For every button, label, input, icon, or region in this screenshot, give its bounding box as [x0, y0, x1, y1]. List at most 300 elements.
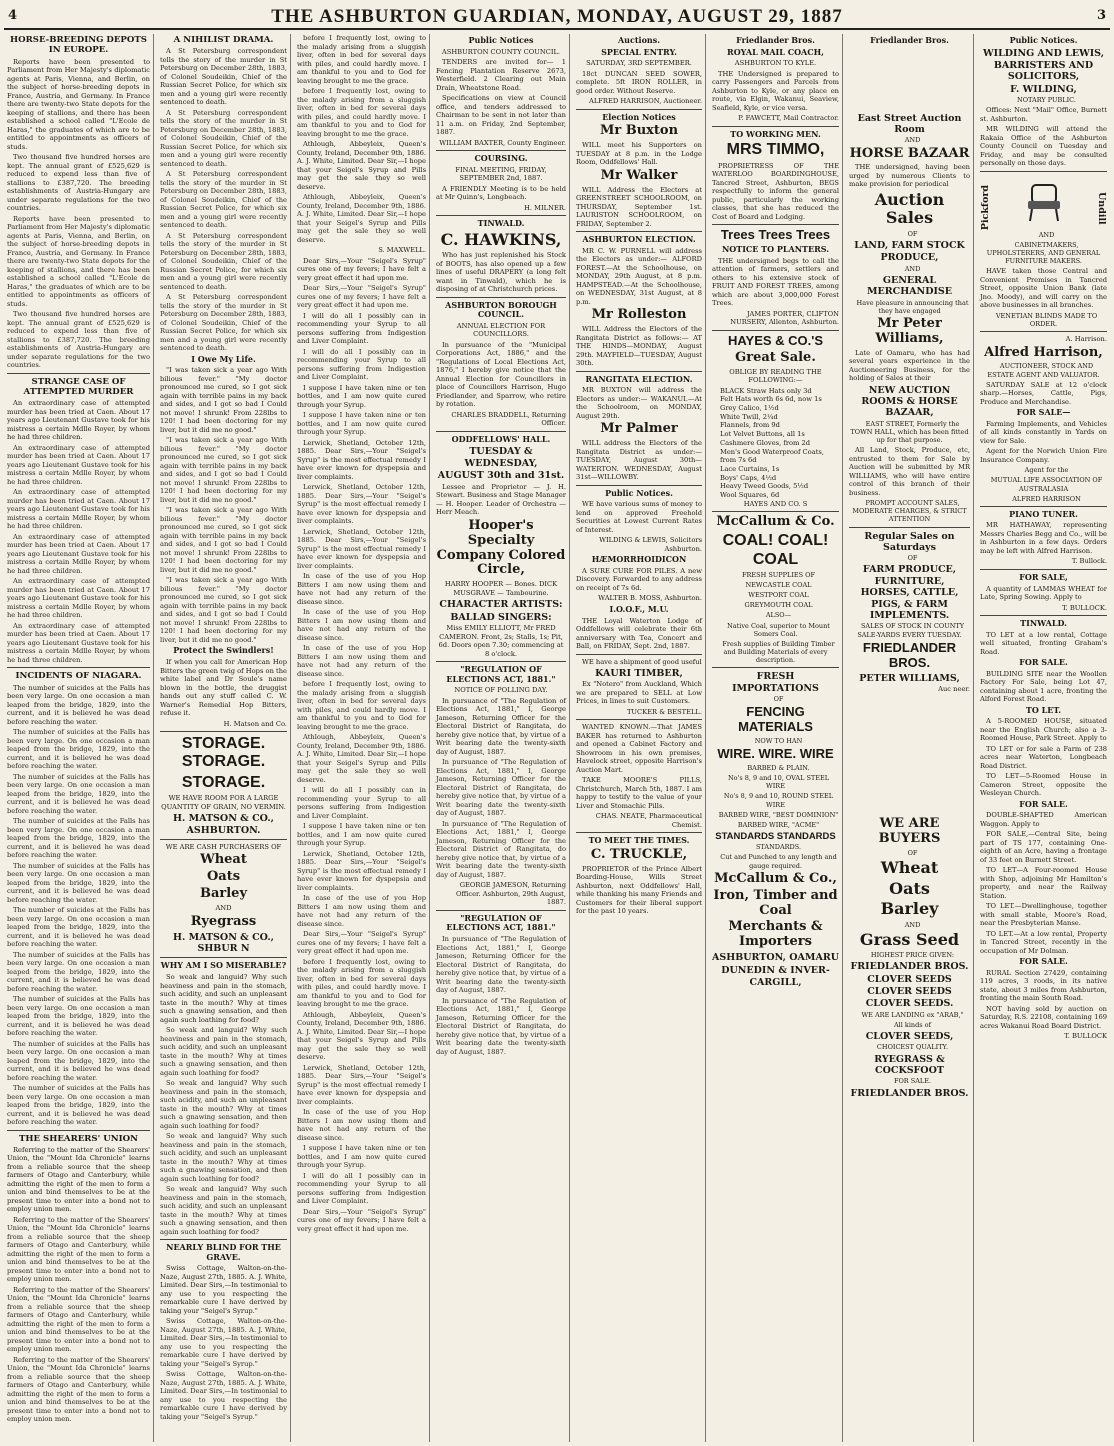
ad-headline: Undill	[1096, 191, 1107, 225]
notice-text: Ex "Notero" from Auckland, Which we are prepared to SELL at Low Prices, in lines to suit Customers.	[576, 680, 702, 706]
notice-text: 18ct DUNCAN SEED SOWER, complete. 5ft IRON ROLLER, in good order. Without Reserve.	[576, 69, 702, 95]
ad-text: Late of Oamaru, who has had several years experience in the Auctioneering Business, for the holding of Sales at their	[849, 348, 970, 383]
ad-headline: GENERAL MERCHANDISE	[866, 274, 953, 298]
list-item: Grey Calico, 1½d	[720, 403, 779, 412]
ad-headline: LAND, FARM STOCK	[854, 239, 965, 251]
ad-text: PROMPT ACCOUNT SALES, MODERATE CHARGES, & STRICT ATTENTION	[852, 499, 967, 524]
signature: WALTER B. MOSS, Ashburton.	[598, 594, 702, 603]
ad-headline: CHARACTER ARTISTS:	[439, 599, 563, 611]
article-text: A St Petersburg correspondent tells the story of the murder in St Petersburg on December 28th, 1883, of Colonel Soudeikin, Chief of the Russian Secret Police, for which six men and a young girl were recently sentenced to death.	[160, 293, 287, 353]
notice-heading: ASHBURTON BOROUGH COUNCIL.	[445, 299, 557, 320]
ad-headline: TUESDAY & WEDNESDAY,	[464, 446, 538, 469]
notice-text: TO LET.—Dwellinghouse, together with small stable, Moore's Road, near the Presbyterian Manse.	[980, 902, 1107, 928]
article-text: "I was taken sick a year ago With bilious fever." "My doctor pronounced me cured, so I got sick again with terrible pains in my back and sides, and I got so bad I Could not move! I shrunk! From 228lbs to 120! I had been doctoring for my liver, but it did me no good."	[160, 506, 287, 574]
article-text: So weak and languid? Why such heaviness and pain in the stomach, such acidity, and such an unpleasant taste in the mouth? Why at times such a gnawing sensation, and then again such loathing for food?	[160, 1185, 287, 1236]
list-item: Lot Velvet Buttons, all 1s	[720, 430, 805, 439]
article-text: So weak and languid? Why such heaviness and pain in the stomach, such acidity, and such an unpleasant taste in the mouth? Why at times such a gnawing sensation, and then again such loathing for food?	[160, 1026, 287, 1077]
article-text: I will do all I possibly can in recommending your Syrup to all persons suffering from Indigestion and Liver Complaint.	[297, 347, 426, 381]
signature: WILLIAM BAXTER, County Engineer.	[439, 138, 566, 147]
ad-headline: CLOVER SEEDS	[867, 973, 952, 985]
ad-text: FOR SALE.	[893, 1077, 932, 1086]
notice-text: BUILDING SITE near the Woollen Factory For Sale, being Lot 47, containing about 1 acre, fronting the Alford Forest Road.	[980, 669, 1107, 704]
article-text: Athlough, Abbeyleix, Queen's County, Ireland, December 9th, 1886. A. J. White, Limited. Dear Sir,—I hope that your Seigel's Syrup and Pills may get the sale they so well deserve.	[297, 1010, 426, 1061]
list-item: Lace Curtains, 1s	[720, 464, 780, 473]
ad-text: BARBED WIRE, "ACME"	[737, 820, 820, 829]
article-text: I will do all I possibly can in recommending your Syrup to all persons suffering from Indigestion and Liver Complaint.	[297, 311, 426, 345]
article-heading: NEARLY BLIND FOR THE GRAVE.	[166, 1242, 281, 1262]
notice-text: A FRIENDLY Meeting is to be held at Mr Quinn's, Longbeach.	[436, 184, 566, 202]
chair-illustration	[1022, 175, 1066, 241]
ad-headline: Ryegrass	[190, 913, 257, 929]
article-text: Referring to the matter of the Shearers' Union, the "Mount Ida Chronicle" learns from a reliable source that the sheep farmers of Otago and Canterbury, while admitting the right of the men to form a union and bind themselves to be at the present time to enter into a bond not to employ union men.	[7, 1355, 150, 1424]
ad-text: PROPRIETRESS OF THE WATERLOO BOARDINGHOUSE, Tancred Street, Ashburton, BEGS respectfully to inform the general public, particularly the working classes, that she has reduced the Cost of Board and Lodging.	[712, 161, 839, 221]
ad-headline: WIRE. WIRE. WIRE	[717, 746, 834, 762]
ad-headline: FRIEDLANDER BROS.	[850, 1087, 969, 1099]
ad-headline: MRS TIMMO,	[726, 141, 825, 159]
ad-headline: BALLAD SINGERS:	[450, 611, 552, 623]
article-text: The number of suicides at the Falls has been very large. On one occasion a man leaped from the bridge, 1829, into the current, and it is believed he was dead before reaching the water.	[7, 772, 150, 815]
article-text: Lerwick, Shetland, October 12th, 1885. Dear Sirs,—Your "Seigel's Syrup" is the most effectual remedy I have ever known for dyspepsia and liver complaints.	[297, 849, 426, 892]
article-text: "I was taken sick a year ago With bilious fever." "My doctor pronounced me cured, so I got sick again with terrible pains in my back and sides, and I got so bad I Could not move! I shrunk! From 228lbs to 120! I had been doctoring for my liver, but it did me no good."	[160, 366, 287, 434]
ad-headline: FRIEDLANDER BROS.	[862, 639, 957, 670]
article-text: The number of suicides at the Falls has been very large. On one occasion a man leaped from the bridge, 1829, into the current, and it is believed he was dead before reaching the water.	[7, 950, 150, 993]
ad-headline: Barley	[199, 886, 248, 902]
ad-text: Auc neer.	[938, 684, 970, 693]
notice-text: THE Undersigned is prepared to carry Passengers and Parcels from Ashburton to Kyle, or any place en route, via Elgin, Wakanui, Seaview, Seafield, Kyle, or vice versa.	[712, 69, 839, 112]
article-text: In case of the use of you Hop Bitters I am now using them and have not had any return of the disease since.	[297, 894, 426, 928]
article-text: In case of the use of you Hop Bitters I am now using them and have not had any return of the disease since.	[297, 608, 426, 642]
ad-text: H. MATSON & CO., SHBUR N	[173, 931, 274, 955]
ad-text: WE ARE LANDING ex "ARAB,"	[861, 1010, 964, 1019]
ad-headline: Mr Walker	[600, 167, 678, 183]
article-text: An extraordinary case of attempted murder has been tried at Caen. About 17 years ago Lieutenant Gustave took for his mistress a certain Mdlle Royer, by whom he had three children.	[7, 488, 150, 531]
ad-text: WESTPORT COAL	[748, 591, 809, 600]
column-2	[157, 34, 291, 1442]
ad-headline: STANDARDS STANDARDS	[715, 830, 836, 842]
ad-text: Miss EMILY ELLIOTT, Mr FRED CAMERON. Front, 2s; Stalls, 1s; Pit, 6d. Doors open 7.30; commencing at 8 o'clock.	[438, 624, 564, 658]
article-text: Referring to the matter of the Shearers' Union, the "Mount Ida Chronicle" learns from a reliable source that the sheep farmers of Otago and Canterbury, while admitting the right of the men to form a union and bind themselves to be at the present time to enter into a bond not to employ union men.	[7, 1215, 150, 1284]
article-text: The number of suicides at the Falls has been very large. On one occasion a man leaped from the bridge, 1829, into the current, and it is believed he was dead before reaching the water.	[7, 728, 150, 771]
notice-text: MR C. W. PURNELL will address the Electors as under:— ALFORD FOREST.—At the Schoolhouse, on MONDAY, 29th August, at 8 p.m. HAMPSTEAD.—At the Schoolhouse, on WEDNESDAY, 31st August, at 8 p.m.	[576, 246, 702, 306]
ad-text: OF	[907, 229, 918, 238]
ad-headline: HAYES & CO.'S	[727, 332, 824, 348]
article-text: Lerwick, Shetland, October 12th, 1885. Dear Sirs,—Your "Seigel's Syrup" is the most effectual remedy I have ever known for dyspepsia and liver complaints.	[297, 483, 426, 525]
ad-headline: Pickford	[980, 185, 991, 231]
notice-text: WILL meet his Supporters on TUESDAY at 8 p.m. in the Lodge Room, Oddfellows' Hall.	[576, 141, 702, 167]
ad-text: Who has just replenished his Stock of BOOTS, has also opened up a few lines of useful DRAPERY (a long felt want in Tinwald), which he is disposing of at Christchurch prices.	[436, 251, 566, 294]
ad-text: AND	[215, 904, 232, 913]
notice-text: In pursuance of "The Regulation of Elections Act, 1881," I, George Jameson, Returning Officer for the Electoral District of Rangitata, do hereby give notice that, by virtue of a Writ bearing date the twenty-sixth day of August, 1887.	[436, 819, 566, 879]
ad-text: THE undersigned, having been urged by numerous Clients to make provision for periodical	[849, 163, 970, 189]
article-text: Dear Sirs,—Your "Seigel's Syrup" cures one of my fevers; I have felt a very great effect it had upon me.	[297, 930, 426, 955]
article-text: Reports have been presented to Parliament from Her Majesty's diplomatic agents at Paris, Vienna, and Berlin, on the subject of horse-breeding depots in France, Austria, and Germany. In France there are twenty-two State depots for the keeping of stallions, and there has been established a school called "L'Ecole de Haras," the graduates of which are to be entitled to appointments as officers of studs.	[7, 214, 150, 308]
notice-heading: ODDFELLOWS' HALL.	[451, 433, 551, 444]
article-text: An extraordinary case of attempted murder has been tried at Caen. About 17 years ago Lieutenant Gustave took for his mistress a certain Mdlle Royer, by whom he had three children.	[7, 621, 150, 664]
ad-text: OF	[773, 694, 784, 703]
article-text: I suppose I have taken nine or ten bottles, and I am now quite cured through your Syrup.	[297, 822, 426, 847]
article-text: I suppose I have taken nine or ten bottles, and I am now quite cured through your Syrup.	[297, 411, 426, 436]
signature: H. MILNER.	[524, 203, 566, 212]
ad-text: NOTARY PUBLIC.	[1017, 96, 1076, 105]
notice-text: MR HATHAWAY, representing Messrs Charles Begg and Co., will be in Ashburton in a few days. Orders may be left with Alfred Harrison.	[980, 521, 1107, 555]
column-7	[846, 34, 974, 1442]
list-item: Flannels, from 9d	[720, 421, 780, 430]
article-text: In case of the use of you Hop Bitters I am now using them and have not had any return of the disease since.	[297, 572, 426, 606]
ad-headline: Mr Buxton	[599, 123, 679, 139]
notice-text: In pursuance of "The Regulation of Elections Act, 1881," I, George Jameson, Returning Officer for the Electoral District of Rangitata, do hereby give notice that, by virtue of a Writ bearing date the twenty-sixth day of August, 1887.	[436, 758, 566, 818]
ad-text: AUCTIONEER, STOCK AND ESTATE AGENT AND VALUATOR.	[987, 362, 1100, 379]
notice-text: NOT having sold by auction on Saturday, R.S. 22108, containing 169 acres Wakanui Road Board District.	[980, 1004, 1107, 1030]
ad-text: Farming Implements, and Vehicles of all kinds constantly in Yards on view for Sale.	[980, 419, 1107, 445]
ad-headline: PETER WILLIAMS,	[859, 672, 960, 684]
column-3	[294, 34, 430, 1442]
ad-headline: ASHBURTON, OAMARU	[712, 952, 839, 964]
section-header: Friedlander Bros.	[736, 35, 815, 45]
notice-text: ANNUAL ELECTION FOR COUNCILLORS.	[456, 321, 546, 339]
ad-text: WE HAVE ROOM FOR A LARGE QUANTITY OF GRAIN, NO VERMIN.	[161, 794, 286, 811]
ad-headline: Great Sale.	[735, 349, 816, 365]
notice-heading: FOR SALE—	[1016, 407, 1071, 418]
ad-headline: Iron, Timber and Coal	[713, 887, 838, 918]
ad-headline: BARRISTERS AND SOLICITORS,	[993, 59, 1094, 83]
article-text: The number of suicides at the Falls has been very large. On one occasion a man leaped from the bridge, 1829, into the current, and it is believed he was dead before reaching the water.	[7, 683, 150, 726]
page-number-right: 3	[1096, 8, 1106, 23]
article-text: I suppose I have taken nine or ten bottles, and I am now quite cured through your Syrup.	[297, 1144, 426, 1169]
ad-text: Cut and Punched to any length and gauge required.	[720, 853, 837, 870]
article-text: I suppose I have taken nine or ten bottles, and I am now quite cured through your Syrup.	[297, 383, 426, 409]
list-item: Wool Squares, 6d	[720, 491, 780, 500]
ad-text: HAVE taken those Central and Convenient Premises in Tancred Street, opposite Union Bank (late Jno. Moody), and will carry on the above businesses in all branches.	[980, 267, 1107, 310]
article-text: So weak and languid? Why such heaviness and pain in the stomach, such acidity, and such an unpleasant taste in the mouth? Why at times such a gnawing sensation, and then again such loathing for food?	[160, 1079, 287, 1130]
article-heading: Protect the Swindlers!	[173, 645, 274, 656]
notice-text: TO LET at a low rental, Cottage well situated, fronting Graham's Road.	[980, 630, 1107, 656]
article-text: before I frequently lost, owing to the malady arising from a sluggish liver, often in bed for several days with piles, and could hardly move. I am thankful to you and to God for leaving brought to me the grace.	[297, 34, 426, 85]
notice-text: WILL address the Electors of the Rangitata District as under:— TUESDAY, August 30th—WATERTON. WEDNESDAY, August 31st—WILLOWBY.	[576, 439, 702, 482]
notice-heading: ROYAL MAIL COACH,	[727, 46, 824, 57]
notice-text: ASHBURTON TO KYLE.	[734, 59, 817, 68]
notice-heading: FOR SALE.	[1019, 657, 1068, 668]
notice-text: WE have various sums of money to lend on approved Freehold Securities at Lowest Current Rates of Interest.	[576, 500, 702, 534]
article-heading: STRANGE CASE OF ATTEMPTED MURDER	[23, 376, 134, 397]
notice-text: A quantity of LAMMAS WHEAT for Late, Spring Sowing. Apply to	[980, 584, 1107, 601]
notice-heading: I.O.O.F., M.U.	[609, 603, 669, 614]
ad-text: HIGHEST PRICE GIVEN:	[870, 951, 955, 960]
signature: S. MAXWELL.	[378, 246, 426, 254]
article-text: Reports have been presented to Parliament from Her Majesty's diplomatic agents at Paris, Vienna, and Berlin, on the subject of horse-breeding depots in France, Austria, and Germany. In France there are twenty-two State depots for the keeping of stallions, and there has been established a school called "L'Ecole de Haras," the graduates of which are to be entitled to appointments as officers of studs.	[7, 57, 150, 151]
article-text: An extraordinary case of attempted murder has been tried at Caen. About 17 years ago Lieutenant Gustave took for his mistress a certain Mdlle Royer, by whom he had three children.	[7, 532, 150, 575]
notice-text: WILL Address the Electors at GREENSTREET SCHOOLROOM, on THURSDAY, September 1st. LAURISTON SCHOOLROOM, on FRIDAY, September 2.	[576, 185, 702, 228]
article-text: Lerwick, Shetland, October 12th, 1885. Dear Sirs,—Your "Seigel's Syrup" is the most effectual remedy I have ever known for dyspepsia and liver complaints.	[297, 1063, 426, 1106]
ad-text: SALES OF STOCK IN COUNTY SALE-YARDS EVERY TUESDAY.	[857, 622, 965, 639]
ad-headline: Grass Seed	[859, 929, 960, 949]
ad-headline: Wheat	[880, 858, 939, 878]
article-text: before I frequently lost, owing to the malady arising from a sluggish liver, often in bed for several days with piles, and could hardly move. I am thankful to you and to God for leaving brought to me the grace.	[297, 87, 426, 138]
notice-heading: HÆMORRHOIDICON	[591, 554, 687, 565]
ad-headline: Oats	[889, 878, 930, 898]
article-text: before I frequently lost, owing to the malady arising from a sluggish liver, often in bed for several days with piles, and could hardly move. I am thankful to you and to God for leaving brought to me the grace.	[297, 957, 426, 1008]
ad-text: Offices: Next "Mail" Office, Burnett st. Ashburton.	[980, 106, 1107, 123]
ad-headline: FARM PRODUCE, FURNITURE, HORSES, CATTLE, PIGS, & FARM IMPLEMENTS.	[860, 564, 959, 622]
ad-text: OBLIGE BY READING THE FOLLOWING:—	[729, 367, 822, 385]
column-5	[573, 34, 706, 1442]
signature: HAYES AND CO. S	[743, 499, 808, 508]
ad-headline: PRODUCE,	[880, 252, 939, 264]
list-item: Felt Hats worth 6s 6d, now 1s	[720, 395, 822, 404]
notice-text: WE have a shipment of good useful	[582, 657, 702, 666]
notice-text: WILL Address the Electors of the Rangitata District as follows:— AT THE HINDS—MONDAY, August 29th. MAYFIELD—TUESDAY, August 30th.	[576, 325, 702, 368]
signature: TUCKER & BESTELL.	[626, 707, 702, 716]
chair-icon	[1022, 179, 1066, 223]
ad-headline: Oats	[206, 869, 241, 885]
ad-text: CHOICEST QUALITY.	[876, 1043, 949, 1052]
notice-heading: NOTICE TO PLANTERS.	[721, 244, 830, 255]
ad-headline: DUNEDIN & INVER-	[721, 964, 830, 976]
article-text: Athlough, Abbeyleix, Queen's County, Ireland, December 9th, 1886. A. J. White, Limited. Dear Sir,—I hope that your Seigel's Syrup and Pills may get the sale they so well deserve.	[297, 733, 426, 784]
notice-heading: ASHBURTON ELECTION.	[582, 234, 696, 245]
ad-headline: NEW AUCTION ROOMS & HORSE BAZAAR,	[861, 384, 958, 419]
ad-headline: COAL! COAL! COAL	[722, 532, 829, 568]
notice-text: TAKE MOORE'S PILLS, Christchurch, March 5th, 1887. I am happy to testify to the value of your Liver and Stomachic Pills.	[576, 776, 702, 810]
notice-text: SATURDAY, 3RD SEPTEMBER.	[586, 59, 692, 68]
notice-text: In pursuance of "The Regulation of Elections Act, 1881," I, George Jameson, Returning Officer for the Electoral District of Rangitata, do hereby give notice that, by virtue of a Writ bearing date the twenty-sixth day of August, 1887.	[436, 935, 566, 995]
notice-text: RURAL Section 27429, containing 119 acres, 3 roods, in its native state, about 3 miles from Ashburton, fronting the main South Road.	[980, 968, 1107, 1003]
ad-text: OF	[907, 849, 918, 858]
signature: T. BULLOCK.	[1062, 603, 1107, 612]
section-header: Public Notices.	[1009, 35, 1078, 45]
ad-text: BARBED WIRE, "BEST DOMINION"	[718, 810, 839, 819]
article-heading: INCIDENTS OF NIAGARA.	[15, 671, 142, 682]
ad-text: ALSO—	[765, 611, 792, 620]
notice-text: A 5-ROOMED HOUSE, situated near the English Church; also a 3-Roomed House, Park Street. Apply to	[980, 717, 1107, 743]
notice-heading: TINWALD.	[477, 218, 525, 229]
ad-headline: Hooper's Specialty Company Colored Circle,	[436, 517, 566, 578]
ad-text: AND	[904, 136, 921, 145]
notice-text: DOUBLE-SHAFTED American Waggon. Apply to	[980, 811, 1107, 828]
article-text: In case of the use of you Hop Bitters I am now using them and have not had any return of the disease since.	[297, 644, 426, 678]
masthead	[4, 4, 1110, 30]
article-text: Two thousand five hundred horses are kept. The annual grant of £525,629 is reduced to expend less than five of stallions to £387,720. The breeding establishments of Austria-Hungary are under separate regulations for the two countries.	[7, 153, 150, 213]
article-text: An extraordinary case of attempted murder has been tried at Caen. About 17 years ago Lieutenant Gustave took for his mistress a certain Mdlle Royer, by whom he had three children.	[7, 577, 150, 620]
notice-text: FOR SALE,—Central Site, being part of TS 177, containing One-eighth of an Acre, having a frontage of 33 feet on Burnett Street.	[980, 830, 1107, 864]
ad-text: SATURDAY SALE at 12 o'clock sharp.—Horses, Cattle, Pigs, Produce and Merchandise.	[980, 380, 1107, 406]
notice-text: MR BUXTON will address the Electors as under:— WAKANUI.—At the Schoolroom, on MONDAY, August 29th.	[576, 386, 702, 420]
signature: P. FAWCETT, Mail Contractor.	[738, 114, 839, 123]
ad-headline: Alfred Harrison,	[984, 344, 1103, 360]
notice-text: NOTICE OF POLLING DAY.	[454, 686, 548, 695]
notice-text: Specifications on view at Council office, and tenders addressed to Chairman to be sent in not later than 11 a.m. on Friday, 2nd September, 1887.	[436, 94, 566, 137]
ad-headline: WE ARE BUYERS	[878, 816, 941, 847]
article-heading: I Owe My Life.	[191, 353, 256, 364]
notice-heading: FOR SALE.	[1019, 956, 1068, 967]
article-heading: HORSE-BREEDING DEPOTS IN EUROPE.	[10, 35, 147, 56]
notice-heading: TO MEET THE TIMES.	[588, 835, 690, 846]
notice-text: TO LET—A Four-roomed House with Shop, adjoining Mr Hamilton's property, and near the Railway Station.	[980, 866, 1107, 900]
notice-title: ASHBURTON COUNTY COUNCIL.	[441, 47, 561, 56]
ad-headline: F. WILDING,	[1010, 83, 1077, 95]
notice-text: TO LET.—At a low rental, Property in Tancred Street, recently in the occupation of Mr Dolman.	[980, 929, 1107, 955]
notice-text: PROPRIETOR of the Prince Albert Boarding-House, Wills Street Ashburton, next Oddfellows' Hall, while thanking his many Friends and Customers for their liberal support for the past 10 years.	[576, 864, 702, 916]
ad-headline: CLOVER SEEDS.	[865, 998, 954, 1010]
page-number-left: 4	[8, 8, 18, 23]
section-header: Public Notices	[468, 35, 534, 45]
article-text: I will do all I possibly can in recommending your Syrup to all persons suffering from Indigestion and Liver Complaint.	[297, 786, 426, 820]
ad-headline: McCallum & Co.,	[714, 870, 837, 886]
ad-text: BARBED & PLAIN.	[747, 764, 810, 773]
list-item: Men's Good Waterproof Coats, from 7s 6d	[720, 447, 824, 465]
ad-text: Have pleasure in announcing that they have engaged	[856, 298, 969, 315]
section-header: Friedlander Bros.	[870, 35, 949, 45]
ad-text: VENETIAN BLINDS MADE TO ORDER.	[995, 311, 1098, 328]
section-header: Auctions.	[617, 35, 661, 45]
ad-headline: AUGUST 30th and 31st.	[437, 470, 565, 482]
ad-headline: C. HAWKINS,	[440, 229, 562, 249]
notice-text: TO LET—5-Roomed House in Cameron Street, opposite the Wesleyan Church.	[980, 772, 1107, 798]
article-text: Lerwick, Shetland, October 12th, 1885. Dear Sirs,—Your "Seigel's Syrup" is the most effectual remedy I have ever known for dyspepsia and liver complaints.	[297, 438, 426, 481]
article-text: Athlough, Abbeyleix, Queen's County, Ireland, December 9th, 1886. A. J. White, Limited. Dear Sir,—I hope that your Seigel's Syrup and Pills may get the sale they so well deserve.	[297, 193, 426, 244]
ad-text: MR WILDING will attend the Rakaia Office of the Ashburton County Council on Tuesday and Friday, and may be consulted personally on those days.	[980, 125, 1107, 168]
ad-text: Agent for the Norwich Union Fire Insurance Company.	[980, 447, 1107, 464]
article-text: So weak and languid? Why such heaviness and pain in the stomach, such acidity, and such an unpleasant taste in the mouth? Why at times such a gnawing sensation, and then again such loathing for food?	[160, 973, 287, 1024]
notice-heading: RANGITATA ELECTION.	[585, 373, 693, 384]
article-text: before I frequently lost, owing to the malady arising from a sluggish liver, often in bed for several days with piles, and could hardly move. I am thankful to you and to God for leaving brought to me the grace.	[297, 680, 426, 731]
article-text: Swiss Cottage, Walton-on-the-Naze, August 27th, 1885. A. J. White, Limited. Dear Sirs,—In testimonial to any use to you respecting the remarkable cure I have derived by taking your "Seigel's Syrup."	[160, 1370, 287, 1421]
signature: JAMES PORTER, CLIFTON NURSERY, Allenton, Ashburton.	[730, 309, 839, 327]
article-text: Referring to the matter of the Shearers' Union, the "Mount Ida Chronicle" learns from a reliable source that the sheep farmers of Otago and Canterbury, while admitting the right of the men to form a union and bind themselves to be at the present time to enter into a bond not to employ union men.	[7, 1145, 150, 1214]
list-item: Cashmere Gloves, from 2d	[720, 438, 811, 447]
article-text: Two thousand five hundred horses are kept. The annual grant of £525,629 is reduced to expend less than five of stallions to £387,720. The breeding establishments of Austria-Hungary are under separate regulations for the two countries.	[7, 310, 150, 370]
article-text: So weak and languid? Why such heaviness and pain in the stomach, such acidity, and such an unpleasant taste in the mouth? Why at times such a gnawing sensation, and then again such loathing for food?	[160, 1132, 287, 1183]
newspaper-title: THE ASHBURTON GUARDIAN, MONDAY, AUGUST 29, 1887	[271, 6, 843, 27]
ad-headline: FENCING MATERIALS	[738, 704, 813, 735]
ad-text: Lessee and Proprietor — J. H. Stewart. Business and Stage Manager — H. Hooper. Leader of Orchestra — Herr Meach.	[436, 482, 567, 517]
column-8	[977, 34, 1110, 1442]
article-text: If when you call for American Hop Bitters the green twig of Hops on the white label and Dr Soule's name blown in the bottle, the druggist hands out any stuff called C. W. Warner's Remedial Hop Bitters, refuse it.	[160, 658, 287, 717]
ad-text: MUTUAL LIFE ASSOCIATION OF AUSTRALASIA	[990, 476, 1103, 493]
ad-headline: Regular Sales on Saturdays	[864, 530, 955, 553]
ad-text: EAST STREET, Formerly the TOWN HALL, which has been fitted up for that purpose.	[850, 419, 969, 445]
ad-headline: CLOVER SEEDS	[867, 986, 952, 998]
list-item: BLACK Straw Hats only 3d	[720, 386, 812, 395]
article-text: Athlough, Abbeyleix, Queen's County, Ireland, December 9th, 1886. A. J. White, Limited. Dear Sir,—I hope that your Seigel's Syrup and Pills may get the sale they so well deserve.	[297, 140, 426, 191]
ad-text: All kinds of	[893, 1020, 931, 1029]
ad-text: H. MATSON & CO., ASHBURTON.	[173, 813, 274, 836]
notice-heading: "REGULATION OF ELECTIONS ACT, 1881."	[446, 912, 556, 933]
ad-headline: CLOVER SEEDS,	[865, 1031, 954, 1043]
signature: CHAS. NEATE, Pharmaceutical Chemist.	[595, 812, 702, 829]
list-item: White Twill, 2¼d	[720, 412, 778, 421]
article-heading: THE SHEARERS' UNION	[19, 1133, 138, 1144]
article-text: Dear Sirs,—Your "Seigel's Syrup" cures one of my fevers; I have felt a very great effect it had upon me.	[297, 284, 426, 309]
section-header: Public Notices.	[605, 487, 673, 498]
ad-headline: McCallum & Co.	[716, 514, 835, 530]
article-text: Swiss Cottage, Walton-on-the-Naze, August 27th, 1885. A. J. White, Limited. Dear Sirs,—In testimonial to any use to you respecting the remarkable cure I have derived by taking your "Seigel's Syrup."	[160, 1317, 287, 1368]
article-text: "I was taken sick a year ago With bilious fever." "My doctor pronounced me cured, so I got sick again with terrible pains in my back and sides, and I got so bad I Could not move! I shrunk! From 228lbs to 120! I had been doctoring for my liver, but it did me no good."	[160, 576, 287, 644]
ad-text: NEWCASTLE COAL	[745, 581, 812, 590]
notice-heading: TO WORKING MEN.	[730, 128, 821, 139]
ad-text: OF	[907, 554, 918, 563]
ad-headline: Trees Trees Trees	[720, 227, 831, 243]
ad-headline: Barley	[880, 899, 939, 919]
ad-headline: Merchants & Importers	[728, 919, 823, 950]
notice-heading: FOR SALE,	[1019, 571, 1068, 582]
article-text: The number of suicides at the Falls has been very large. On one occasion a man leaped from the bridge, 1829, into the current, and it is believed he was dead before reaching the water.	[7, 1039, 150, 1082]
ad-text: STANDARDS.	[755, 843, 802, 852]
sale-list	[712, 387, 839, 500]
ad-text: FRESH SUPPLIES OF	[741, 570, 815, 579]
notice-text: A SURE CURE FOR PILES. A new Discovery. Forwarded to any address on receipt of 7s 6d.	[576, 566, 702, 592]
ad-text: HARRY HOOPER — Bones. DICK MUSGRAVE — Tambourine.	[444, 580, 558, 597]
ad-headline: FRIEDLANDER BROS.	[850, 961, 969, 973]
notice-text: THE Loyal Waterton Lodge of Oddfellows will celebrate their 6th anniversary with Tea, Concert and Ball, on FRIDAY, Sept. 2nd, 1887.	[576, 616, 702, 650]
ad-text: No's 8, 9 and 10, ROUND STEEL WIRE	[723, 792, 834, 809]
article-text: An extraordinary case of attempted murder has been tried at Caen. About 17 years ago Lieutenant Gustave took for his mistress a certain Mdlle Royer, by whom he had three children.	[7, 399, 150, 442]
notice-heading: SPECIAL ENTRY.	[601, 46, 677, 57]
signature: H. Matson and Co.	[223, 719, 287, 728]
article-text: Referring to the matter of the Shearers' Union, the "Mount Ida Chronicle" learns from a reliable source that the sheep farmers of Otago and Canterbury, while admitting the right of the men to form a union and bind themselves to be at the present time to enter into a bond not to employ union men.	[7, 1285, 150, 1354]
column-6	[709, 34, 843, 1442]
ad-headline: HORSE BAZAAR	[849, 145, 970, 161]
notice-text: TENDERS are invited for— 1 Fencing Plantation Reserve 2673, Westerfield. 2 Clearing out Main Drain, Wheatstone Road.	[436, 58, 566, 92]
article-text: The number of suicides at the Falls has been very large. On one occasion a man leaped from the bridge, 1829, into the current, and it is believed he was dead before reaching the water.	[7, 1084, 150, 1127]
ad-headline: FRESH IMPORTATIONS	[732, 671, 819, 694]
notice-text: WANTED KNOWN.—That JAMES BAKER has returned to Ashburton and opened a Cabinet Factory and Showroom in his own premises, Havelock street, opposite Harrison's Auction Mart.	[576, 723, 702, 774]
section-header: Election Notices	[602, 111, 676, 122]
notice-text: In pursuance of "The Regulation of Elections Act, 1881," I, George Jameson, Returning Officer for the Electoral District of Rangitata, do hereby give notice that, by virtue of a Writ bearing date the twenty-sixth day of August, 1887.	[436, 696, 566, 756]
ad-headline: East Street Auction Room	[857, 112, 962, 135]
notice-heading: FOR SALE.	[1019, 798, 1068, 809]
ad-headline: STORAGE. STORAGE.	[181, 735, 266, 771]
ad-text: No's 8, 9 and 10, OVAL STEEL WIRE	[727, 774, 830, 791]
article-text: Dear Sirs,—Your "Seigel's Syrup" cures one of my fevers; I have felt a very great effect it had upon me.	[297, 1207, 426, 1233]
ad-text: Agent for the	[1024, 466, 1069, 475]
ad-headline: KAURI TIMBER,	[595, 668, 683, 679]
article-text: The number of suicides at the Falls has been very large. On one occasion a man leaped from the bridge, 1829, into the current, and it is believed he was dead before reaching the water.	[7, 906, 150, 949]
article-text: Swiss Cottage, Walton-on-the-Naze, August 27th, 1885. A. J. White, Limited. Dear Sirs,—In testimonial to any use to you respecting the remarkable cure I have derived by taking your "Seigel's Syrup."	[160, 1264, 287, 1315]
article-text: A St Petersburg correspondent tells the story of the murder in St Petersburg on December 28th, 1883, of Colonel Soudeikin, Chief of the Russian Secret Police, for which six men and a young girl were recently sentenced to death.	[160, 231, 287, 291]
notice-text: In pursuance of the "Municipal Corporations Act, 1886," and the "Regulations of Local Elections Act, 1876," I hereby give notice that the Annual Election for Councillors in place of Councillors Harrison, Hugo Friedlander, and Sparrow, who retire by rotation.	[436, 340, 566, 409]
article-heading: A NIHILIST DRAMA.	[173, 35, 274, 45]
signature: A. Harrison.	[1065, 335, 1107, 344]
notice-heading: PIANO TUNER.	[1009, 508, 1078, 519]
article-heading: WHY AM I SO MISERABLE?	[160, 960, 287, 971]
signature: WILDING & LEWIS, Solicitors Ashburton.	[599, 536, 702, 553]
ad-headline: C. TRUCKLE,	[590, 846, 688, 862]
ad-headline: Mr Palmer	[600, 421, 678, 437]
ad-headline: Wheat	[200, 852, 247, 868]
ad-text: CABINETMAKERS, UPHOLSTERERS, AND GENERAL FURNITURE MAKERS.	[986, 240, 1101, 266]
signature: ALFRED HARRISON, Auctioneer.	[589, 97, 702, 106]
ad-text: Fresh supplies of Building Timber and Building Materials of every description.	[722, 639, 835, 665]
ad-headline: STORAGE.	[181, 773, 266, 791]
article-text: "I was taken sick a year ago With bilious fever." "My doctor pronounced me cured, so I got sick again with terrible pains in my back and sides, and I got so bad I Could not move! I shrunk! From 228lbs to 120! I had been doctoring for my liver, but it did me no good."	[160, 436, 287, 504]
notice-text: In pursuance of "The Regulation of Elections Act, 1881," I, George Jameson, Returning Officer for the Electoral District of Rangitata, do hereby give notice that, by virtue of a Writ bearing date the twenty-sixth day of August, 1887.	[436, 996, 566, 1056]
article-text: In case of the use of you Hop Bitters I am now using them and have not had any return of the disease since.	[297, 1108, 426, 1142]
ad-text: GREYMOUTH COAL	[744, 601, 813, 610]
ad-headline: RYEGRASS & COCKSFOOT	[874, 1053, 945, 1076]
ad-headline: WILDING AND LEWIS,	[982, 47, 1105, 59]
signature: T. BULLOCK	[1064, 1032, 1107, 1041]
ad-headline: Mr Rolleston	[591, 307, 687, 323]
ad-text: WE ARE CASH PURCHASERS OF	[165, 842, 282, 851]
signature: GEORGE JAMESON, Returning Officer. Ashburton, 29th August, 1887.	[455, 881, 566, 907]
ad-headline: Mr Peter Williams,	[875, 315, 944, 346]
article-text: Dear Sirs,—Your "Seigel's Syrup" cures one of my fevers; I have felt a very great effect it had upon me.	[297, 256, 426, 282]
article-text: A St Petersburg correspondent tells the story of the murder in St Petersburg on December 28th, 1883, of Colonel Soudeikin, Chief of the Russian Secret Police, for which six men and a young girl were recently sentenced to death.	[160, 170, 287, 230]
article-text: The number of suicides at the Falls has been very large. On one occasion a man leaped from the bridge, 1829, into the current, and it is believed he was dead before reaching the water.	[7, 861, 150, 904]
ad-text: AND	[904, 920, 921, 929]
ad-text: Native Coal, superior to Mount Somers Coal.	[727, 621, 830, 638]
article-text: A St Petersburg correspondent tells the story of the murder in St Petersburg on December 28th, 1883, of Colonel Soudeikin, Chief of the Russian Secret Police, for which six men and a young girl were recently sentenced to death.	[160, 108, 287, 168]
